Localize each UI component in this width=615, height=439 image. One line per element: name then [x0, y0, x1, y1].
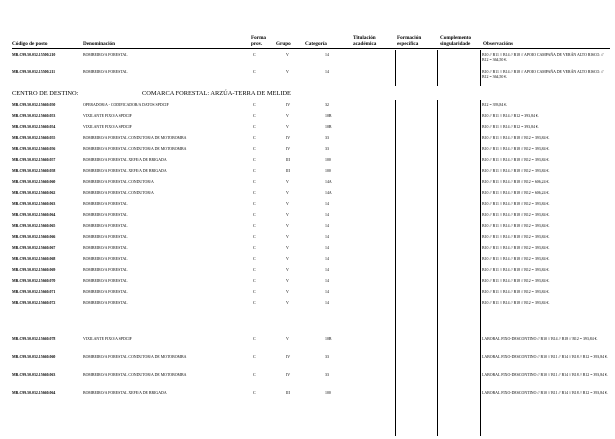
- cell-forma-prov: C: [253, 290, 256, 294]
- cell-observacions: B10 // B11 // B14 // B18 // B12 = 393,84 €.: [482, 169, 550, 173]
- cell-posto-code: MR.C99.50.032.15660.064: [12, 213, 56, 217]
- cell-forma-prov: C: [253, 337, 256, 341]
- header-titulacion-line1: Titulación: [353, 35, 376, 41]
- cell-observacions: B12 = 393,84 €.: [482, 103, 508, 107]
- cell-observacions: LABORAL FIXO-DESCONTINO // B10 // B11 // B14 // B18 // B12 = 393,84 €.: [482, 373, 608, 377]
- cell-grupo: III: [286, 169, 290, 173]
- cell-grupo: V: [286, 301, 289, 305]
- cell-grupo: V: [286, 235, 289, 239]
- cell-categoria: 14: [325, 290, 329, 294]
- cell-observacions: B10 // B11 // B14 // B18 // B12 = 393,84 €.: [482, 268, 550, 272]
- cell-observacions: B10 // B11 // B14 // B18 // B12 = 606,24 €.: [482, 180, 550, 184]
- cell-grupo: V: [286, 257, 289, 261]
- cell-denominacion: BOMBEIRO/A FORESTAL: [83, 213, 128, 217]
- cell-denominacion: BOMBEIRO/A FORESTAL CONDUTOR/A: [83, 180, 154, 184]
- cell-categoria: 100: [325, 391, 331, 395]
- column-rule-formacion: [395, 50, 396, 86]
- cell-observacions: B10 // B11 // B14 // B18 // B12 = 393,84 €.: [482, 257, 550, 261]
- cell-denominacion: BOMBEIRO/A FORESTAL CONDUTOR/A DE MOTOBOMBA: [83, 136, 187, 140]
- cell-observacions: LABORAL FIXO-DESCONTINO // B10 // B11 // B14 // B18 // B12 = 393,84 €.: [482, 355, 608, 359]
- cell-observacions: B10 // B11 // B14 // B18 // APOIO CAMPAÑA DE VERÁN ALTO RISCO. // B12 = 364,50 €.: [482, 53, 604, 62]
- cell-posto-code: MR.C99.50.032.15660.069: [12, 268, 56, 272]
- cell-categoria: 14A: [325, 191, 332, 195]
- cell-grupo: V: [286, 224, 289, 228]
- cell-grupo: V: [286, 53, 289, 57]
- cell-grupo: V: [286, 290, 289, 294]
- cell-grupo: V: [286, 114, 289, 118]
- header-denominacion: Denominación: [83, 41, 115, 47]
- cell-denominacion: BOMBEIRO/A FORESTAL: [83, 224, 128, 228]
- cell-observacions: B10 // B11 // B14 // B18 // B12 = 393,84 €.: [482, 202, 550, 206]
- cell-grupo: IV: [286, 147, 291, 151]
- cell-observacions: B10 // B11 // B14 // B12 = 393,84 €.: [482, 125, 539, 129]
- cell-posto-code: MR.C99.50.032.15660.067: [12, 246, 56, 250]
- cell-forma-prov: C: [253, 301, 256, 305]
- cell-forma-prov: C: [253, 147, 256, 151]
- cell-forma-prov: C: [253, 373, 256, 377]
- header-categoria: Categoría: [305, 41, 327, 47]
- cell-forma-prov: C: [253, 169, 256, 173]
- cell-denominacion: BOMBEIRO/A FORESTAL: [83, 202, 128, 206]
- cell-forma-prov: C: [253, 355, 256, 359]
- cell-posto-code: MR.C99.50.032.15660.060: [12, 355, 56, 359]
- cell-observacions: B10 // B11 // B14 // B18 // B12 = 393,84 €.: [482, 301, 550, 305]
- cell-denominacion: BOMBEIRO/A FORESTAL: [83, 268, 128, 272]
- column-rule-formacion-2: [395, 100, 396, 436]
- cell-forma-prov: C: [253, 246, 256, 250]
- cell-categoria: 14: [325, 53, 329, 57]
- cell-denominacion: VIXILANTE FIXO/A SPDCIF: [83, 125, 132, 129]
- cell-grupo: V: [286, 268, 289, 272]
- column-rule-observacions-2: [480, 100, 481, 436]
- cell-forma-prov: C: [253, 268, 256, 272]
- cell-observacions: B10 // B11 // B14 // B18 // B12 = 393,84 €.: [482, 224, 550, 228]
- cell-forma-prov: C: [253, 191, 256, 195]
- cell-posto-code: MR.C99.50.032.15660.057: [12, 158, 56, 162]
- cell-categoria: 10B: [325, 114, 332, 118]
- cell-denominacion: BOMBEIRO/A FORESTAL CONDUTOR/A DE MOTOBOMBA: [83, 147, 187, 151]
- cell-observacions: B10 // B11 // B14 // B18 // B12 = 393,84 €.: [482, 246, 550, 250]
- cell-categoria: 14: [325, 301, 329, 305]
- cell-denominacion: BOMBEIRO/A FORESTAL XEFE/A DE BRIGADA: [83, 169, 167, 173]
- cell-posto-code: MR.C99.50.032.15660.056: [12, 147, 56, 151]
- cell-posto-code: MR.C99.50.032.15660.078: [12, 337, 56, 341]
- cell-denominacion: BOMBEIRO/A FORESTAL: [83, 257, 128, 261]
- cell-posto-code: MR.C99.50.032.15660.064: [12, 391, 56, 395]
- cell-forma-prov: C: [253, 114, 256, 118]
- cell-forma-prov: C: [253, 70, 256, 74]
- cell-posto-code: MR.C99.50.032.15500.210: [12, 53, 56, 57]
- cell-denominacion: BOMBEIRO/A FORESTAL: [83, 279, 128, 283]
- cell-posto-code: MR.C99.50.032.15660.066: [12, 235, 56, 239]
- cell-observacions: B10 // B11 // B14 // B18 // B12 = 393,84 €.: [482, 147, 550, 151]
- cell-denominacion: BOMBEIRO/A FORESTAL CONDUTOR/A DE MOTOBOMBA: [83, 355, 187, 359]
- cell-grupo: V: [286, 246, 289, 250]
- cell-grupo: IV: [286, 136, 291, 140]
- cell-categoria: 100: [325, 169, 331, 173]
- cell-posto-code: MR.C99.50.032.15660.065: [12, 224, 56, 228]
- cell-posto-code: MR.C99.50.032.15660.058: [12, 169, 56, 173]
- cell-forma-prov: C: [253, 180, 256, 184]
- cell-observacions: B10 // B11 // B14 // B18 // B12 = 393,84 €.: [482, 279, 550, 283]
- cell-observacions: B10 // B11 // B14 // B18 // B12 = 393,84 €.: [482, 158, 550, 162]
- cell-observacions: B10 // B11 // B14 // B18 // B12 = 393,84 €.: [482, 136, 550, 140]
- cell-grupo: V: [286, 337, 289, 341]
- cell-categoria: 14: [325, 246, 329, 250]
- cell-observacions: B10 // B11 // B14 // B18 // B12 = 393,84 €.: [482, 213, 550, 217]
- cell-denominacion: BOMBEIRO/A FORESTAL CONDUTOR/A DE MOTOBOMBA: [83, 373, 187, 377]
- cell-grupo: III: [286, 391, 290, 395]
- cell-grupo: V: [286, 191, 289, 195]
- cell-denominacion: VIXILANTE FIXO/A SPDCIF: [83, 337, 132, 341]
- cell-categoria: 33: [325, 355, 329, 359]
- cell-grupo: IV: [286, 355, 291, 359]
- centro-destino-value: COMARCA FORESTAL: ARZÚA-TERRA DE MELIDE: [142, 90, 291, 97]
- cell-forma-prov: C: [253, 235, 256, 239]
- cell-categoria: 32: [325, 103, 329, 107]
- header-forma-line1: Forma: [251, 35, 266, 41]
- cell-categoria: 14: [325, 235, 329, 239]
- cell-forma-prov: C: [253, 213, 256, 217]
- cell-categoria: 14: [325, 70, 329, 74]
- cell-posto-code: MR.C99.50.032.15660.054: [12, 125, 56, 129]
- cell-forma-prov: C: [253, 125, 256, 129]
- cell-observacions: LABORAL FIXO-DESCONTINO // B10 // B11 // B14 // B18 // B12 = 393,84 €.: [482, 391, 608, 395]
- cell-denominacion: BOMBEIRO/A FORESTAL XEFE/A DE BRIGADA: [83, 391, 167, 395]
- cell-categoria: 14: [325, 224, 329, 228]
- cell-denominacion: VIXILANTE FIXO/A SPDCIF: [83, 114, 132, 118]
- column-rule-observacions: [480, 50, 481, 86]
- cell-observacions: B10 // B11 // B14 // B18 // APOIO CAMPAÑA DE VERÁN ALTO RISCO. // B12 = 364,50 €.: [482, 70, 604, 79]
- header-complemento-line1: Complemento: [440, 35, 472, 41]
- cell-posto-code: MR.C99.50.032.15660.053: [12, 114, 56, 118]
- cell-grupo: V: [286, 213, 289, 217]
- cell-denominacion: OPERADOR/A - CODIFICADOR/A DATOS SPDCIF: [83, 103, 169, 107]
- cell-denominacion: BOMBEIRO/A FORESTAL: [83, 246, 128, 250]
- header-formacion-line2: específica: [397, 41, 419, 47]
- cell-denominacion: BOMBEIRO/A FORESTAL: [83, 53, 128, 57]
- column-rule-complemento-2: [437, 100, 438, 436]
- cell-denominacion: BOMBEIRO/A FORESTAL CONDUTOR/A: [83, 191, 154, 195]
- header-observacions: Observacións: [483, 41, 513, 47]
- header-titulacion-line2: académica: [353, 41, 377, 47]
- cell-posto-code: MR.C99.50.032.15660.063: [12, 373, 56, 377]
- cell-grupo: V: [286, 202, 289, 206]
- cell-forma-prov: C: [253, 391, 256, 395]
- cell-grupo: IV: [286, 103, 291, 107]
- cell-grupo: V: [286, 70, 289, 74]
- cell-categoria: 14: [325, 279, 329, 283]
- cell-posto-code: MR.C99.50.032.15660.062: [12, 191, 56, 195]
- cell-posto-code: MR.C99.50.032.15660.060: [12, 180, 56, 184]
- centro-destino-label: CENTRO DE DESTINO:: [12, 90, 79, 97]
- cell-grupo: IV: [286, 373, 291, 377]
- cell-categoria: 33: [325, 136, 329, 140]
- header-formacion-line1: Formación: [397, 35, 422, 41]
- cell-grupo: III: [286, 158, 290, 162]
- cell-categoria: 14A: [325, 180, 332, 184]
- cell-categoria: 14: [325, 213, 329, 217]
- cell-categoria: 14: [325, 257, 329, 261]
- header-complemento-line2: singularidade: [440, 41, 471, 47]
- header-codigo: Código de posto: [12, 41, 48, 47]
- cell-observacions: B10 // B11 // B14 // B18 // B12 = 606,24 €.: [482, 191, 550, 195]
- cell-observacions: B10 // B11 // B14 // B12 = 393,84 €.: [482, 114, 539, 118]
- cell-forma-prov: C: [253, 224, 256, 228]
- cell-denominacion: BOMBEIRO/A FORESTAL: [83, 235, 128, 239]
- cell-grupo: V: [286, 279, 289, 283]
- cell-observacions: B10 // B11 // B14 // B18 // B12 = 393,84 €.: [482, 290, 550, 294]
- cell-denominacion: BOMBEIRO/A FORESTAL: [83, 301, 128, 305]
- cell-forma-prov: C: [253, 53, 256, 57]
- cell-categoria: 33: [325, 373, 329, 377]
- cell-forma-prov: C: [253, 158, 256, 162]
- cell-categoria: 10B: [325, 125, 332, 129]
- cell-posto-code: MR.C99.50.032.15660.068: [12, 257, 56, 261]
- header-forma-line2: prov.: [251, 41, 263, 47]
- cell-grupo: V: [286, 180, 289, 184]
- cell-posto-code: MR.C99.50.032.15660.071: [12, 290, 56, 294]
- header-grupo: Grupo: [276, 41, 291, 47]
- cell-observacions: LABORAL FIXO-DESCONTINO // B10 // B14 // B18 // B12 = 393,84 €.: [482, 337, 598, 341]
- header-divider: [12, 48, 610, 49]
- cell-categoria: 14: [325, 268, 329, 272]
- cell-posto-code: MR.C99.50.032.15660.063: [12, 202, 56, 206]
- cell-categoria: 14: [325, 202, 329, 206]
- cell-forma-prov: C: [253, 257, 256, 261]
- cell-categoria: 10B: [325, 337, 332, 341]
- cell-denominacion: BOMBEIRO/A FORESTAL XEFE/A DE BRIGADA: [83, 158, 167, 162]
- cell-posto-code: MR.C99.50.032.15660.070: [12, 279, 56, 283]
- cell-denominacion: BOMBEIRO/A FORESTAL: [83, 290, 128, 294]
- cell-observacions: B10 // B11 // B14 // B18 // B12 = 393,84 €.: [482, 235, 550, 239]
- cell-denominacion: BOMBEIRO/A FORESTAL: [83, 70, 128, 74]
- cell-forma-prov: C: [253, 103, 256, 107]
- column-rule-complemento: [437, 50, 438, 86]
- cell-forma-prov: C: [253, 136, 256, 140]
- cell-forma-prov: C: [253, 202, 256, 206]
- cell-posto-code: MR.C99.50.032.15500.211: [12, 70, 56, 74]
- cell-posto-code: MR.C99.50.032.15660.050: [12, 103, 56, 107]
- cell-categoria: 33: [325, 147, 329, 151]
- cell-posto-code: MR.C99.50.032.15660.072: [12, 301, 56, 305]
- cell-categoria: 100: [325, 158, 331, 162]
- cell-posto-code: MR.C99.50.032.15660.055: [12, 136, 56, 140]
- cell-forma-prov: C: [253, 279, 256, 283]
- cell-grupo: V: [286, 125, 289, 129]
